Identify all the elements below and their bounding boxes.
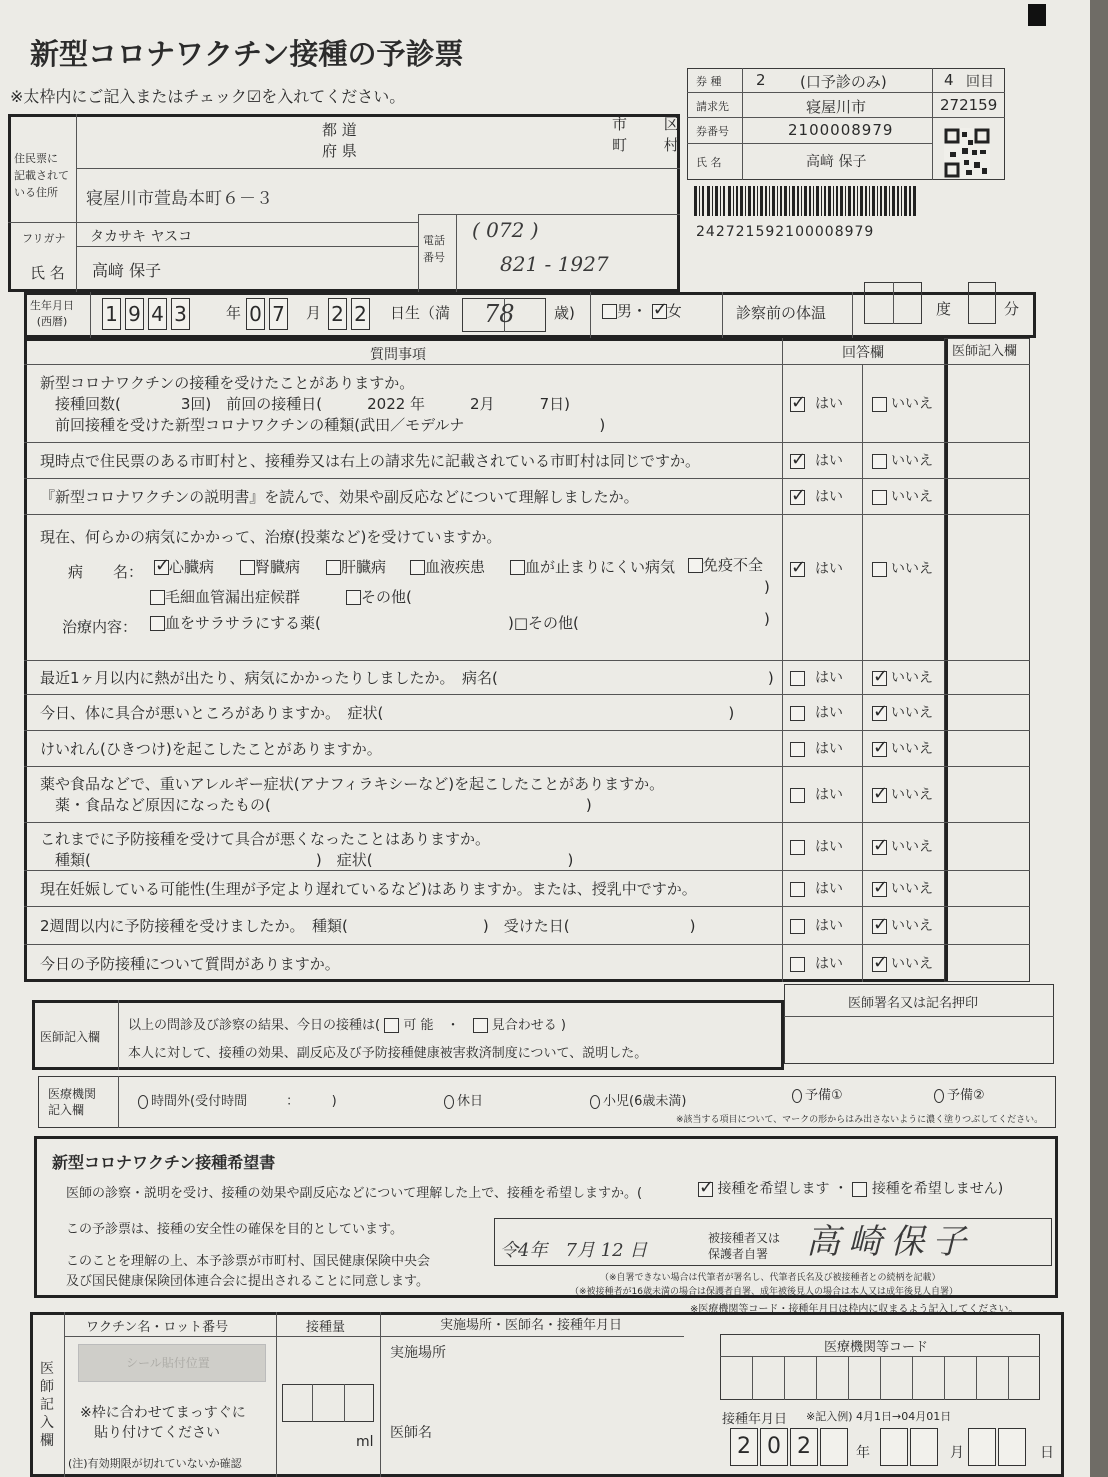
- no-answer: [872, 878, 933, 898]
- judgement-ok-checkbox[interactable]: [384, 1018, 399, 1033]
- disease-option: [150, 586, 300, 607]
- disease-close: ): [764, 578, 770, 596]
- claimant-value: 寝屋川市: [806, 98, 867, 116]
- facility-option[interactable]: [590, 1090, 686, 1109]
- facility-option-label: 時間外(受付時間 ： ): [151, 1094, 337, 1109]
- no-answer: [872, 450, 933, 470]
- no-checkbox[interactable]: [872, 840, 887, 855]
- code-cell-divider: [816, 1356, 817, 1400]
- disease-checkbox[interactable]: [410, 560, 425, 575]
- consent-agree-1: このことを理解の上、本予診票が市町村、国民健康保険中央会: [66, 1254, 431, 1269]
- facility-option-circle[interactable]: [792, 1089, 802, 1103]
- yes-answer: [790, 450, 843, 470]
- question-text: 2週間以内に予防接種を受けましたか。 種類( ) 受けた日( ): [40, 916, 696, 935]
- code-cell-divider: [848, 1356, 849, 1400]
- vaccination-date-label: 接種年月日: [722, 1412, 788, 1427]
- sticker-note-1: ※枠に合わせてまっすぐに: [80, 1405, 246, 1421]
- no-checkbox[interactable]: [872, 397, 887, 412]
- phone-area: ( 072 ): [472, 218, 539, 242]
- form-title: 新型コロナワクチン接種の予診票: [30, 37, 464, 71]
- barcode-icon: [694, 186, 916, 216]
- facility-label: 医療機関 記入欄: [48, 1087, 97, 1117]
- treatment-item1: [150, 612, 321, 633]
- facility-code-label: 医療機関等コード: [824, 1340, 929, 1355]
- doctor-section-label: 医師記入欄: [40, 1030, 101, 1044]
- yes-answer: [790, 558, 843, 578]
- code-cell-divider: [784, 1356, 785, 1400]
- facility-option[interactable]: [138, 1090, 337, 1109]
- question-text: 新型コロナワクチンの接種を受けたことがありますか。: [40, 373, 415, 392]
- ticket-kind-label: 券 種: [696, 75, 722, 88]
- consent-title: 新型コロナワクチン接種希望書: [52, 1153, 276, 1172]
- qr-code-icon: [944, 128, 990, 178]
- yes-answer: [790, 878, 843, 898]
- yes-label: はい: [815, 956, 843, 972]
- disease-option-label: 腎臓病: [255, 558, 301, 576]
- judgement-separator: ・: [446, 1018, 460, 1033]
- vaccination-date-digit[interactable]: [968, 1428, 996, 1466]
- birth-digit-box[interactable]: 2: [351, 298, 370, 330]
- yes-checkbox[interactable]: [790, 706, 805, 721]
- no-label: いいえ: [891, 918, 933, 934]
- yes-label: はい: [815, 561, 843, 577]
- judgement-wait-label: 見合わせる ): [491, 1018, 566, 1033]
- facility-option-label: 予備①: [805, 1088, 843, 1103]
- ticket-kind-value: 2: [756, 71, 766, 89]
- temp-minute-box[interactable]: [968, 282, 996, 324]
- no-checkbox[interactable]: [872, 957, 887, 972]
- consent-question: 医師の診察・説明を受け、接種の効果や副反応などについて理解した上で、接種を希望しますか。(: [66, 1186, 643, 1201]
- no-label: いいえ: [891, 705, 933, 721]
- ticket-number-label: 券番号: [696, 125, 729, 138]
- consent-note-1: （※自署できない場合は代筆者が署名し、代筆者氏名及び被接種者との続柄を記載）: [600, 1273, 941, 1283]
- consent-date: 令4年 7月 12 日: [500, 1240, 648, 1261]
- claimant-label: 請求先: [696, 100, 729, 113]
- yes-answer: [790, 915, 843, 935]
- dose-box[interactable]: [282, 1384, 374, 1422]
- disease-option-label: その他(: [361, 588, 412, 606]
- disease-option-label: 毛細血管漏出症候群: [165, 588, 301, 606]
- disease-label: 病 名：: [68, 563, 144, 581]
- birth-digit-box[interactable]: 2: [328, 298, 347, 330]
- yes-label: はい: [815, 839, 843, 855]
- question-text: 前回接種を受けた新型コロナワクチンの種類(武田／モデルナ ): [40, 415, 606, 434]
- treatment-label: 治療内容：: [62, 618, 138, 636]
- yes-label: はい: [815, 741, 843, 757]
- female-checkbox[interactable]: [652, 304, 667, 319]
- yes-checkbox[interactable]: [790, 490, 805, 505]
- no-answer: [872, 393, 933, 413]
- disease-option: [240, 556, 300, 577]
- answers-header: 回答欄: [842, 345, 884, 361]
- address-pref-label: 都 道 府 県: [322, 121, 357, 160]
- temp-degree-unit: 度: [936, 300, 952, 318]
- yes-answer: [790, 702, 843, 722]
- no-checkbox[interactable]: [872, 788, 887, 803]
- treatment-item2: )□その他(: [508, 614, 579, 632]
- disease-option-label: 血が止まりにくい病気: [525, 558, 676, 576]
- yes-checkbox[interactable]: [790, 788, 805, 803]
- disease-checkbox[interactable]: [346, 590, 361, 605]
- no-checkbox[interactable]: [872, 882, 887, 897]
- yes-label: はい: [815, 453, 843, 469]
- birth-digit-box[interactable]: 0: [246, 298, 265, 330]
- no-answer: [872, 738, 933, 758]
- yes-checkbox[interactable]: [790, 840, 805, 855]
- no-checkbox[interactable]: [872, 454, 887, 469]
- consent-not-want-checkbox[interactable]: [852, 1182, 867, 1197]
- expire-note: (注)有効期限が切れていないか確認: [68, 1457, 242, 1470]
- consent-want-checkbox[interactable]: [698, 1182, 713, 1197]
- yes-answer: [790, 953, 843, 973]
- no-answer: [872, 784, 933, 804]
- birth-digit-box[interactable]: 9: [125, 298, 144, 330]
- no-answer: [872, 953, 933, 973]
- no-answer: [872, 702, 933, 722]
- doctor-judgement-text: 以上の問診及び診察の結果、今日の接種は(: [128, 1018, 381, 1033]
- vaccination-date-digit[interactable]: [998, 1428, 1026, 1466]
- vaccination-year-unit: 年: [856, 1445, 870, 1461]
- code-cell-divider: [912, 1356, 913, 1400]
- yes-checkbox[interactable]: [790, 742, 805, 757]
- disease-option: [410, 556, 485, 577]
- disease-checkbox[interactable]: [154, 560, 169, 575]
- vaccination-year-digit[interactable]: 2: [730, 1428, 758, 1466]
- consent-signature: 高崎保子: [806, 1222, 974, 1262]
- no-label: いいえ: [891, 396, 933, 412]
- doctor-signature-label: 医師署名又は記名押印: [848, 996, 979, 1011]
- vaccination-date-example: ※記入例) 4月1日→04月01日: [806, 1410, 952, 1423]
- no-label: いいえ: [891, 489, 933, 505]
- address-city-label: 市 区 町 村: [612, 115, 695, 154]
- barcode-number: 242721592100008979: [696, 224, 875, 240]
- doctor-judgement-line: [128, 1014, 566, 1033]
- phone-label: 電話 番号: [423, 234, 445, 264]
- judgement-ok-label: 可 能: [403, 1018, 434, 1033]
- claimant-code: 272159: [940, 96, 998, 114]
- question-divider: [24, 906, 1030, 907]
- female-label: 女: [666, 302, 682, 320]
- yes-label: はい: [815, 396, 843, 412]
- ticket-number-value: 2100008979: [788, 121, 894, 139]
- consent-want-label: 接種を希望します ・: [717, 1181, 848, 1197]
- ticket-count-value: 4: [944, 71, 954, 89]
- no-label: いいえ: [891, 741, 933, 757]
- birth-day-unit: 日生（満: [390, 304, 451, 322]
- no-label: いいえ: [891, 881, 933, 897]
- facility-note: ※該当する項目について、マークの形からはみ出さないように濃く塗りつぶしてください。: [676, 1115, 1044, 1125]
- temp-minute-unit: 分: [1004, 300, 1020, 318]
- vaccination-date-digit[interactable]: [880, 1428, 908, 1466]
- dose-unit: ml: [356, 1434, 374, 1450]
- birth-month-unit: 月: [306, 304, 322, 322]
- yes-answer: [790, 393, 843, 413]
- question-divider: [24, 822, 1030, 823]
- questions-header: 質問事項: [370, 347, 426, 363]
- vaccination-day-unit: 日: [1040, 1445, 1054, 1461]
- yes-checkbox[interactable]: [790, 454, 805, 469]
- treatment-close: ): [764, 610, 770, 628]
- facility-option-label: 休日: [457, 1094, 484, 1109]
- vaccination-month-unit: 月: [950, 1445, 964, 1461]
- yes-answer: [790, 667, 843, 687]
- facility-option[interactable]: [444, 1090, 483, 1109]
- question-divider: [24, 478, 1030, 479]
- consent-purpose: この予診票は、接種の安全性の確保を目的としています。: [66, 1222, 403, 1237]
- disease-checkbox[interactable]: [326, 560, 341, 575]
- no-label: いいえ: [891, 453, 933, 469]
- yes-answer: [790, 836, 843, 856]
- vaccination-date-digit[interactable]: [910, 1428, 938, 1466]
- yes-checkbox[interactable]: [790, 957, 805, 972]
- place-column-header: 実施場所・医師名・接種年月日: [440, 1318, 623, 1333]
- disease-option-label: 血液疾患: [425, 558, 486, 576]
- instruction-text: ※太枠内にご記入またはチェック☑を入れてください。: [10, 87, 406, 106]
- facility-option-circle[interactable]: [590, 1095, 600, 1109]
- disease-option: [510, 556, 675, 577]
- facility-option-label: 小児(6歳未満): [603, 1094, 687, 1109]
- yes-label: はい: [815, 489, 843, 505]
- question-text: 現在、何らかの病気にかかって、治療(投薬など)を受けていますか。: [40, 528, 502, 546]
- male-label: 男・: [617, 302, 648, 320]
- question-divider: [24, 730, 1030, 731]
- facility-option-circle[interactable]: [934, 1089, 944, 1103]
- disease-option: [688, 554, 763, 575]
- yes-label: はい: [815, 918, 843, 934]
- facility-option[interactable]: [792, 1084, 843, 1103]
- question-text: これまでに予防接種を受けて具合が悪くなったことはありますか。: [40, 830, 491, 848]
- consent-options: [698, 1178, 1003, 1198]
- bottom-note: ※医療機関等コード・接種年月日は枠内に収まるよう記入してください。: [690, 1304, 1019, 1315]
- yes-label: はい: [815, 670, 843, 686]
- disease-option: [326, 556, 386, 577]
- question-divider: [24, 694, 1030, 695]
- question-text: 今日の予防接種について質問がありますか。: [40, 954, 340, 973]
- question-divider: [24, 870, 1030, 871]
- blood-thinner-label: 血をサラサラにする薬(: [165, 614, 321, 632]
- vaccine-column-header: ワクチン名・ロット番号: [86, 1320, 229, 1335]
- vaccination-year-digit[interactable]: 2: [790, 1428, 818, 1466]
- no-checkbox[interactable]: [872, 490, 887, 505]
- yes-answer: [790, 738, 843, 758]
- code-cell-divider: [880, 1356, 881, 1400]
- yes-label: はい: [815, 787, 843, 803]
- question-text: 今日、体に具合が悪いところがありますか。 症状( ): [40, 703, 735, 722]
- furigana-value: タカサキ ヤスコ: [90, 229, 193, 245]
- ticket-count-label: 回目: [966, 74, 994, 90]
- address-label: 住民票に 記載されて いる住所: [14, 152, 69, 199]
- no-label: いいえ: [891, 839, 933, 855]
- yes-label: はい: [815, 705, 843, 721]
- male-checkbox[interactable]: [602, 304, 617, 319]
- no-label: いいえ: [891, 561, 933, 577]
- no-answer: [872, 558, 933, 578]
- consent-signer-label: 被接種者又は 保護者自署: [708, 1231, 781, 1261]
- yes-answer: [790, 486, 843, 506]
- doctor-explained-text: 本人に対して、接種の効果、副反応及び予防接種健康被害救済制度について、説明した。: [128, 1046, 648, 1061]
- question-divider: [24, 944, 1030, 945]
- birth-year-unit: 年: [226, 304, 242, 322]
- disease-checkbox[interactable]: [510, 560, 525, 575]
- name-label: 氏 名: [30, 264, 65, 282]
- no-checkbox[interactable]: [872, 742, 887, 757]
- ticket-kind-note: (口予診のみ): [800, 73, 887, 91]
- facility-option[interactable]: [934, 1084, 985, 1103]
- birth-digit-box[interactable]: 3: [171, 298, 190, 330]
- question-text: 現時点で住民票のある市町村と、接種券又は右上の請求先に記載されている市町村は同じですか。: [40, 451, 701, 470]
- ticket-name-label: 氏 名: [696, 156, 722, 169]
- facility-option-circle[interactable]: [444, 1095, 454, 1109]
- question-text: 現在妊娠している可能性(生理が予定より遅れているなど)はありますか。または、授乳中ですか。: [40, 879, 697, 898]
- birth-label: 生年月日 (西暦): [30, 299, 74, 328]
- question-text: 『新型コロナワクチンの説明書』を読んで、効果や副反応などについて理解しましたか。: [40, 487, 639, 506]
- blood-thinner-checkbox[interactable]: [150, 616, 165, 631]
- consent-note-2: （※被接種者が16歳未満の場合は保護者自署、成年被後見人の場合は本人又は成年後見人自署）: [570, 1287, 958, 1297]
- code-cell-divider: [1008, 1356, 1009, 1400]
- disease-option-label: 心臓病: [169, 558, 215, 576]
- bottom-side-label: 医師記入欄: [40, 1361, 54, 1449]
- address-value: 寝屋川市萱島本町６－３: [86, 189, 273, 209]
- no-answer: [872, 836, 933, 856]
- furigana-label: フリガナ: [22, 232, 66, 245]
- code-cell-divider: [976, 1356, 977, 1400]
- sticker-label: シール貼付位置: [126, 1356, 210, 1370]
- phone-number: 821 - 1927: [500, 252, 609, 276]
- no-checkbox[interactable]: [872, 671, 887, 686]
- yes-answer: [790, 784, 843, 804]
- question-divider: [24, 442, 1030, 443]
- birth-digit-box[interactable]: 7: [269, 298, 288, 330]
- corner-mark: [1028, 4, 1046, 26]
- vaccination-year-digit[interactable]: [820, 1428, 848, 1466]
- doctor-name-label: 医師名: [390, 1425, 432, 1441]
- no-answer: [872, 667, 933, 687]
- yes-checkbox[interactable]: [790, 671, 805, 686]
- birth-digit-box[interactable]: 4: [148, 298, 167, 330]
- sticker-note-2: 貼り付けてください: [94, 1425, 220, 1441]
- no-label: いいえ: [891, 670, 933, 686]
- disease-checkbox[interactable]: [240, 560, 255, 575]
- no-checkbox[interactable]: [872, 919, 887, 934]
- question-text: 接種回数( 3回) 前回の接種日( 2022 年 2月 7日): [40, 394, 570, 413]
- disease-checkbox[interactable]: [150, 590, 165, 605]
- yes-checkbox[interactable]: [790, 397, 805, 412]
- no-checkbox[interactable]: [872, 706, 887, 721]
- no-answer: [872, 486, 933, 506]
- no-checkbox[interactable]: [872, 562, 887, 577]
- facility-option-label: 予備②: [947, 1088, 985, 1103]
- ticket-name-value: 高﨑 保子: [806, 154, 867, 170]
- question-text: 薬や食品などで、重いアレルギー症状(アナフィラキシーなど)を起こしたことがありますか。: [40, 775, 665, 793]
- yes-checkbox[interactable]: [790, 919, 805, 934]
- judgement-wait-checkbox[interactable]: [473, 1018, 488, 1033]
- disease-option-label: 免疫不全: [703, 556, 764, 574]
- age-unit: 歳): [554, 304, 575, 322]
- yes-label: はい: [815, 881, 843, 897]
- vaccination-year-digit[interactable]: 0: [760, 1428, 788, 1466]
- yes-checkbox[interactable]: [790, 562, 805, 577]
- disease-option: [346, 586, 412, 607]
- question-text: 種類( ) 症状( ): [40, 851, 574, 869]
- code-cell-divider: [752, 1356, 753, 1400]
- temp-label: 診察前の体温: [736, 304, 827, 322]
- consent-agree-2: 及び国民健康保険団体連合会に提出されることに同意します。: [66, 1274, 429, 1289]
- consent-not-want-label: 接種を希望しません): [871, 1181, 1004, 1197]
- place-label: 実施場所: [390, 1345, 446, 1361]
- age-value: 78: [484, 300, 515, 328]
- yes-checkbox[interactable]: [790, 882, 805, 897]
- doctor-notes-header: 医師記入欄: [952, 344, 1018, 359]
- facility-option-circle[interactable]: [138, 1095, 148, 1109]
- question-text: 薬・食品など原因になったもの( ): [40, 796, 592, 814]
- no-label: いいえ: [891, 956, 933, 972]
- name-value: 高﨑 保子: [92, 261, 162, 280]
- disease-option: [154, 556, 214, 577]
- question-divider: [24, 766, 1030, 767]
- question-divider: [24, 660, 1030, 661]
- birth-digit-box[interactable]: 1: [102, 298, 121, 330]
- question-divider: [24, 514, 1030, 515]
- no-label: いいえ: [891, 787, 933, 803]
- disease-checkbox[interactable]: [688, 558, 703, 573]
- disease-option-label: 肝臓病: [341, 558, 387, 576]
- no-answer: [872, 915, 933, 935]
- dose-column-header: 接種量: [306, 1320, 346, 1335]
- sex-field: [602, 300, 682, 321]
- question-text: 最近1ヶ月以内に熱が出たり、病気にかかったりしましたか。 病名( ): [40, 668, 774, 687]
- question-text: けいれん(ひきつけ)を起こしたことがありますか。: [40, 739, 382, 758]
- code-cell-divider: [944, 1356, 945, 1400]
